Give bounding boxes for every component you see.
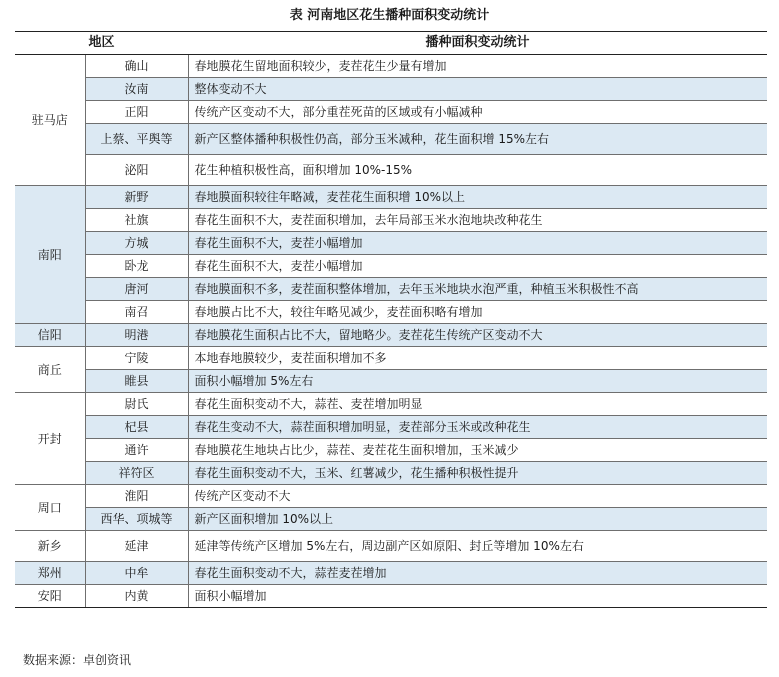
change-description-cell: 春花生面积变动不大，蒜茬麦茬增加	[188, 562, 767, 585]
table-title: 表 河南地区花生播种面积变动统计	[289, 8, 490, 23]
subregion-cell: 淮阳	[85, 485, 188, 508]
change-description-cell: 春地膜面积不多，麦茬面积整体增加，去年玉米地块水泡严重，种植玉米积极性不高	[188, 278, 767, 301]
change-description-cell: 春地膜占比不大，较往年略见减少，麦茬面积略有增加	[188, 301, 767, 324]
change-description-cell: 春花生面积变动不大，玉米、红薯减少，花生播种积极性提升	[188, 462, 767, 485]
subregion-cell: 祥符区	[85, 462, 188, 485]
table-row	[15, 324, 767, 347]
change-description-cell: 春花生面积不大，麦茬面积增加，去年局部玉米水泡地块改种花生	[188, 209, 767, 232]
table-row	[15, 347, 767, 370]
region-cell: 南阳	[15, 186, 85, 324]
region-cell: 周口	[15, 485, 85, 531]
subregion-cell: 正阳	[85, 101, 188, 124]
change-description-cell: 春地膜花生留地面积较少，麦茬花生少量有增加	[188, 55, 767, 78]
table-row	[15, 155, 767, 186]
change-description-cell: 传统产区变动不大	[188, 485, 767, 508]
subregion-cell: 延津	[85, 531, 188, 562]
data-source: 数据来源：卓创资讯	[23, 653, 132, 667]
table-body	[15, 55, 767, 608]
subregion-cell: 中牟	[85, 562, 188, 585]
table-row	[15, 301, 767, 324]
change-description-cell: 新产区整体播种积极性仍高，部分玉米减种，花生面积增 15%左右	[188, 124, 767, 155]
region-cell: 驻马店	[15, 55, 85, 186]
region-cell: 信阳	[15, 324, 85, 347]
subregion-cell: 南召	[85, 301, 188, 324]
change-description-cell: 传统产区变动不大，部分重茬死苗的区域或有小幅减种	[188, 101, 767, 124]
change-description-cell: 春花生面积不大，麦茬小幅增加	[188, 232, 767, 255]
change-description-cell: 春花生面积不大，麦茬小幅增加	[188, 255, 767, 278]
region-cell: 新乡	[15, 531, 85, 562]
change-description-cell: 新产区面积增加 10%以上	[188, 508, 767, 531]
subregion-cell: 宁陵	[85, 347, 188, 370]
change-description-cell: 面积小幅增加 5%左右	[188, 370, 767, 393]
table-row	[15, 462, 767, 485]
header-change: 播种面积变动统计	[188, 32, 767, 55]
table-row	[15, 562, 767, 585]
subregion-cell: 社旗	[85, 209, 188, 232]
change-description-cell: 面积小幅增加	[188, 585, 767, 608]
header-row	[15, 32, 767, 55]
subregion-cell: 卧龙	[85, 255, 188, 278]
table-row	[15, 101, 767, 124]
subregion-cell: 新野	[85, 186, 188, 209]
table-row	[15, 439, 767, 462]
subregion-cell: 汝南	[85, 78, 188, 101]
region-cell: 开封	[15, 393, 85, 485]
change-description-cell: 花生种植积极性高，面积增加 10%-15%	[188, 155, 767, 186]
region-cell: 安阳	[15, 585, 85, 608]
table-row	[15, 585, 767, 608]
subregion-cell: 方城	[85, 232, 188, 255]
table-row	[15, 124, 767, 155]
change-description-cell: 春地膜花生地块占比少，蒜茬、麦茬花生面积增加，玉米减少	[188, 439, 767, 462]
table-row	[15, 485, 767, 508]
subregion-cell: 睢县	[85, 370, 188, 393]
change-description-cell: 春花生面积变动不大，蒜茬、麦茬增加明显	[188, 393, 767, 416]
subregion-cell: 内黄	[85, 585, 188, 608]
planting-area-table	[15, 31, 767, 608]
table-row	[15, 232, 767, 255]
table-row	[15, 209, 767, 232]
table-row	[15, 78, 767, 101]
region-cell: 商丘	[15, 347, 85, 393]
change-description-cell: 春地膜面积较往年略减，麦茬花生面积增 10%以上	[188, 186, 767, 209]
subregion-cell: 西华、项城等	[85, 508, 188, 531]
change-description-cell: 本地春地膜较少，麦茬面积增加不多	[188, 347, 767, 370]
table-row	[15, 186, 767, 209]
subregion-cell: 尉氏	[85, 393, 188, 416]
header-region: 地区	[15, 32, 188, 55]
subregion-cell: 杞县	[85, 416, 188, 439]
table-row	[15, 255, 767, 278]
table-row	[15, 508, 767, 531]
table-row	[15, 416, 767, 439]
subregion-cell: 确山	[85, 55, 188, 78]
subregion-cell: 明港	[85, 324, 188, 347]
change-description-cell: 延津等传统产区增加 5%左右，周边副产区如原阳、封丘等增加 10%左右	[188, 531, 767, 562]
table-row	[15, 55, 767, 78]
change-description-cell: 春花生变动不大，蒜茬面积增加明显，麦茬部分玉米或改种花生	[188, 416, 767, 439]
table-row	[15, 393, 767, 416]
table-row	[15, 370, 767, 393]
table-row	[15, 278, 767, 301]
table-row	[15, 531, 767, 562]
subregion-cell: 唐河	[85, 278, 188, 301]
change-description-cell: 整体变动不大	[188, 78, 767, 101]
subregion-cell: 泌阳	[85, 155, 188, 186]
region-cell: 郑州	[15, 562, 85, 585]
change-description-cell: 春地膜花生面积占比不大，留地略少。麦茬花生传统产区变动不大	[188, 324, 767, 347]
subregion-cell: 通许	[85, 439, 188, 462]
subregion-cell: 上蔡、平舆等	[85, 124, 188, 155]
